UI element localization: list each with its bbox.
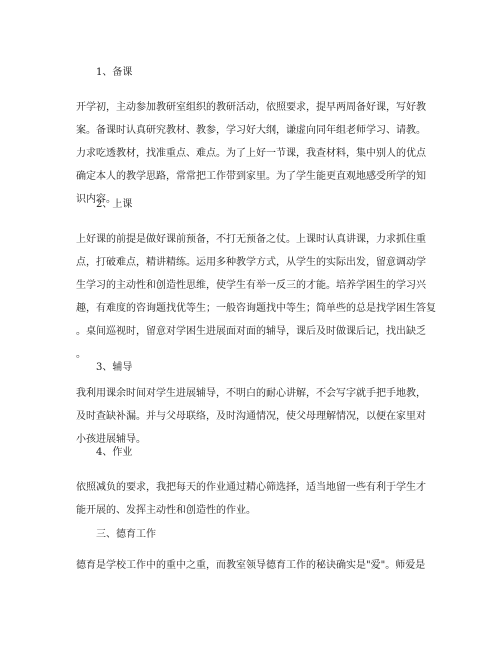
paragraph-line: 生学习的主动性和创造性思维，使学生有举一反三的才能。培养学困生的学习兴 (76, 280, 426, 291)
section-paragraph-lesson-prep (76, 96, 426, 211)
paragraph-line: 趣，有难度的咨询题找优等生；一般咨询题找中等生；简单些的总是找学困生答复 (76, 303, 436, 314)
paragraph-line: 我利用课余时间对学生进展辅导，不明白的耐心讲解，不会写字就手把手地教， (76, 388, 426, 399)
section-paragraph-homework (76, 476, 426, 522)
paragraph-line: 。 (76, 349, 86, 360)
paragraph-line: 依照减负的要求，我把每天的作业通过精心筛选择，适当地留一些有利于学生才 (76, 482, 426, 493)
paragraph-line: 识内容。 (76, 194, 116, 205)
paragraph-line: 力求吃透教材，找准重点、难点。为了上好一节课，我查材料，集中别人的优点 (76, 148, 426, 159)
paragraph-line: 德育是学校工作中的重中之重，而教室领导德育工作的秘诀确实是"爱"。师爱是 (76, 560, 426, 571)
section-paragraph-tutoring (76, 382, 426, 451)
paragraph-line: 。桌间巡视时，留意对学困生进展面对面的辅导，课后及时做课后记，找出缺乏 (76, 326, 426, 337)
section-heading-tutoring: 3、辅导 (96, 362, 133, 373)
section-heading-moral-education: 三、德育工作 (96, 529, 156, 540)
section-heading-lesson-prep: 1、备课 (96, 67, 133, 78)
section-heading-homework: 4、作业 (96, 447, 133, 458)
paragraph-line: 点，打破难点，精讲精练。运用多种教学方式，从学生的实际出发，留意调动学 (76, 257, 426, 268)
paragraph-line: 上好课的前提是做好课前预备，不打无预备之仗。上课时认真讲课，力求抓住重 (76, 234, 426, 245)
paragraph-line: 确定本人的教学思路，常常把工作带到家里。为了学生能更直观地感受所学的知 (76, 171, 426, 182)
paragraph-line: 开学初，主动参加教研室组织的教研活动，依照要求，提早两周备好课，写好教 (76, 102, 426, 113)
paragraph-line: 小孩进展辅导。 (76, 434, 146, 445)
section-heading-teaching: 2、上课 (96, 199, 133, 210)
section-paragraph-teaching (76, 228, 436, 366)
paragraph-line: 能开展的、发挥主动性和创造性的作业。 (76, 505, 256, 516)
section-paragraph-moral-education (76, 554, 426, 577)
paragraph-line: 及时查缺补漏。并与父母联络，及时沟通情况，使父母理解情况，以便在家里对 (76, 411, 426, 422)
paragraph-line: 案。备课时认真研究教材、教参，学习好大纲，谦虚向同年组老师学习、请教。 (76, 125, 426, 136)
